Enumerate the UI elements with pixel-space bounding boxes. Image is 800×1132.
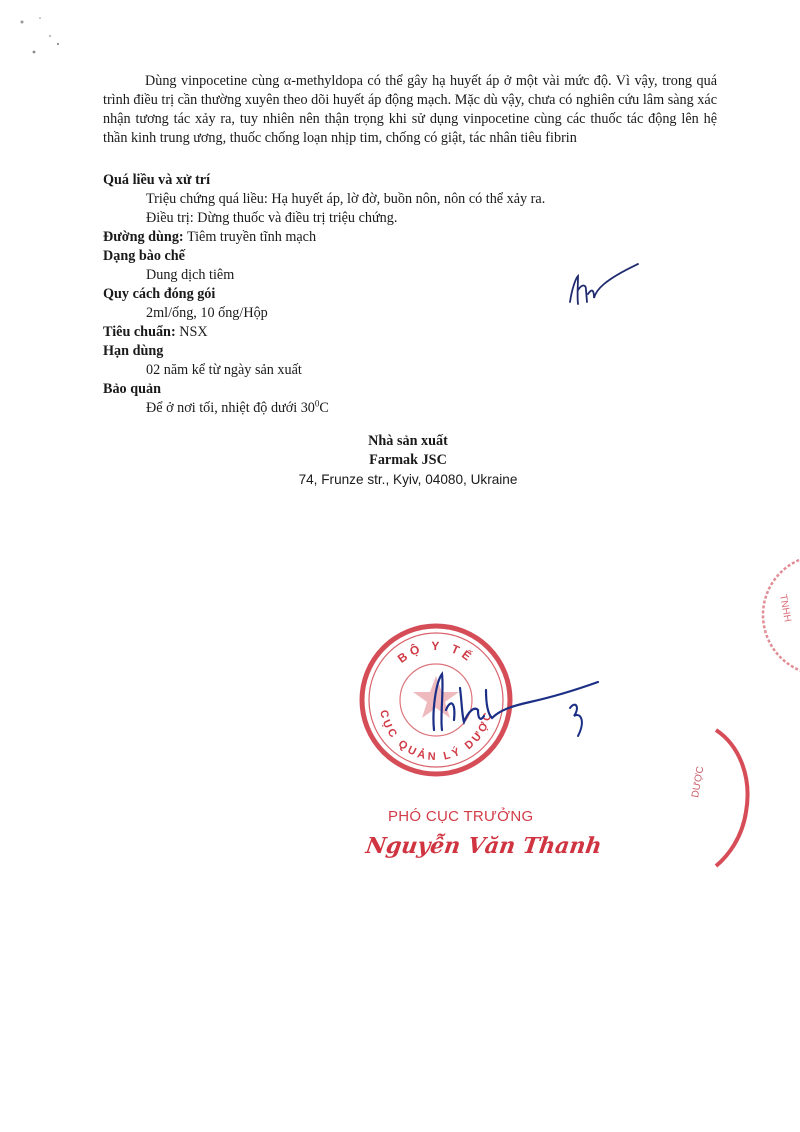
manufacturer-name: Farmak JSC [369,452,447,468]
dosage-form-heading: Dạng bào chế [103,248,185,264]
overdose-symptoms: Triệu chứng quá liều: Hạ huyết áp, lờ đờ, buồn nôn, nôn có thể xảy ra. [146,191,546,207]
dosage-form-value: Dung dịch tiêm [146,267,235,283]
route-heading: Đường dùng: [103,229,184,245]
manufacturer-label: Nhà sản xuất [368,433,448,449]
storage-heading: Bảo quản [103,381,161,397]
signer-title: PHÓ CỤC TRƯỞNG [388,808,534,825]
overdose-heading: Quá liều và xử trí [103,172,211,188]
official-signature [420,660,620,750]
standard-value: NSX [179,324,208,340]
edge-seal-top-text: TNHH [777,593,793,623]
packaging-value: 2ml/ống, 10 ống/Hộp [146,305,268,321]
seal-text-top: BỘ Y TẾ [394,638,478,666]
edge-seal-top [728,555,800,675]
scan-specks [0,0,80,70]
storage-value: Để ở nơi tối, nhiệt độ dưới $30^0C$ [146,398,329,416]
edge-seal-bottom-text: DƯỢC [690,765,707,799]
route-line [103,228,316,247]
edge-seal-bottom [676,728,800,868]
standard-line [103,323,208,342]
packaging-heading: Quy cách đóng gói [103,286,216,302]
signer-name: Nguyễn Văn Thanh [364,833,604,859]
route-value: Tiêm truyền tĩnh mạch [186,229,317,245]
initials-signature [560,258,650,318]
interaction-paragraph: Dùng vinpocetine cùng α-methyldopa có thể gây hạ huyết áp ở một vài mức độ. Vì vậy, trong quá trình điều trị cần thường xuyên theo dõi huyết áp động mạch. Mặc dù vậy, chưa có nghiên cứu lâm sàng xác nhận tương tác xảy ra, tuy nhiên nên thận trọng khi sử dụng vinpocetine cùng các thuốc tác động lên hệ thần kinh trung ương, thuốc chống loạn nhịp tim, chống có giật, tác nhân tiêu fibrin [103,73,717,146]
standard-heading: Tiêu chuẩn: [103,324,176,340]
shelf-life-value: 02 năm kể từ ngày sản xuất [146,362,302,378]
seal-text-bottom: CỤC QUẢN LÝ DƯỢC [377,708,495,764]
overdose-treatment: Điều trị: Dừng thuốc và điều trị triệu chứng. [146,210,398,226]
shelf-life-heading: Hạn dùng [103,343,164,359]
manufacturer-address: 74, Frunze str., Kyiv, 04080, Ukraine [298,472,518,487]
